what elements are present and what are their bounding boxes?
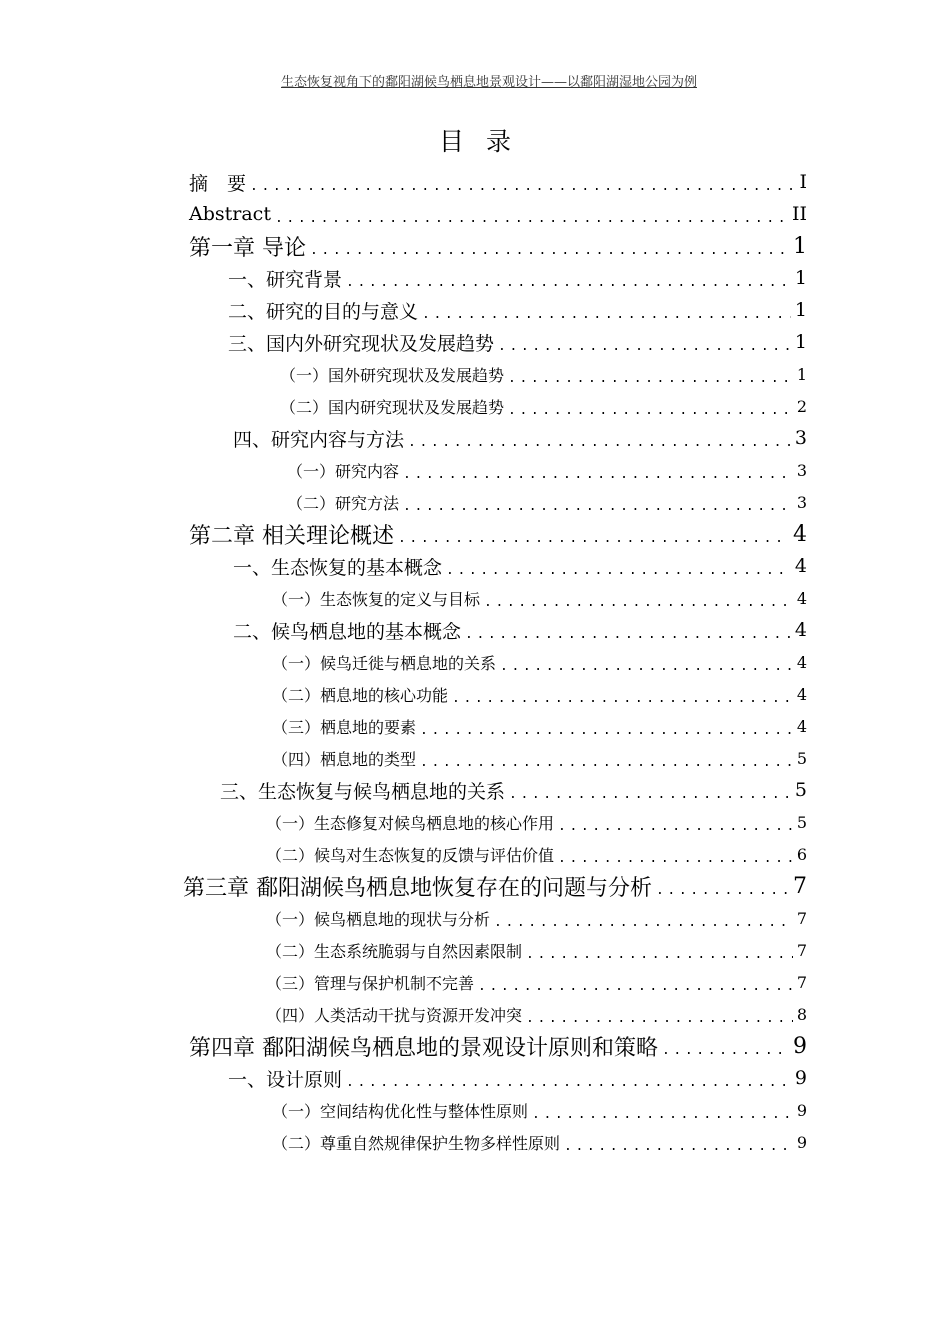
toc-entry[interactable] [0, 262, 807, 294]
toc-entry[interactable] [0, 678, 807, 710]
toc-entry[interactable] [0, 774, 807, 806]
dot-leader [532, 1099, 793, 1122]
dot-leader [398, 523, 789, 546]
toc-entry-label: （二）栖息地的核心功能 [272, 685, 449, 705]
dot-leader [500, 651, 793, 674]
running-header-text: 生态恢复视角下的鄱阳湖候鸟栖息地景观设计——以鄱阳湖湿地公园为例 [280, 75, 697, 90]
dot-leader [564, 1131, 793, 1154]
toc-entry-label: 一、设计原则 [228, 1068, 343, 1091]
toc-entry-page: 4 [796, 652, 807, 672]
dot-leader [408, 427, 791, 450]
toc-entry[interactable] [0, 582, 807, 614]
dot-leader [403, 491, 793, 514]
dot-leader [508, 395, 793, 418]
toc-entry-page: 3 [794, 427, 807, 449]
toc-entry[interactable] [0, 550, 807, 582]
toc-entry[interactable] [0, 934, 807, 966]
dot-leader [452, 683, 793, 706]
dot-leader [662, 1035, 789, 1058]
dot-leader [509, 779, 791, 802]
dot-leader [310, 235, 789, 258]
toc-entry-page: 9 [796, 1132, 807, 1152]
toc-entry-page: 4 [794, 555, 807, 577]
toc-entry-page: 7 [793, 873, 807, 899]
toc-entry-label: （一）研究内容 [287, 461, 400, 481]
page-title: 目录 [438, 127, 533, 156]
toc-entry-page: 5 [796, 812, 807, 832]
toc-entry-label: （一）生态恢复的定义与目标 [272, 589, 481, 609]
toc-entry-page: 9 [796, 1100, 807, 1120]
toc-entry-label: 三、国内外研究现状及发展趋势 [228, 332, 495, 355]
toc-entry-label: 第一章 导论 [189, 235, 306, 261]
toc-entry-page: 9 [794, 1067, 807, 1089]
toc-entry-page: 3 [796, 460, 807, 480]
toc-entry-page: 4 [796, 716, 807, 736]
toc-entry-label: （四）栖息地的类型 [272, 749, 417, 769]
toc-entry[interactable] [0, 198, 807, 230]
toc-entry-label: （二）生态系统脆弱与自然因素限制 [266, 941, 523, 961]
toc-entry-page: 1 [793, 233, 807, 259]
toc-entry-label: 四、研究内容与方法 [233, 428, 405, 451]
table-of-contents [0, 166, 950, 1158]
toc-entry-page: 2 [796, 396, 807, 416]
toc-entry-page: 9 [793, 1033, 807, 1059]
dot-leader [494, 907, 793, 930]
toc-entry-page: 4 [793, 521, 807, 547]
toc-entry[interactable] [0, 614, 807, 646]
toc-entry[interactable] [0, 1030, 807, 1062]
dot-leader [250, 171, 795, 194]
toc-entry-label: （一）候鸟迁徙与栖息地的关系 [272, 653, 497, 673]
dot-leader [420, 715, 793, 738]
toc-entry-page: 5 [796, 748, 807, 768]
toc-entry-page: 8 [796, 1004, 807, 1024]
dot-leader [346, 267, 791, 290]
toc-entry-label: 第三章 鄱阳湖候鸟栖息地恢复存在的问题与分析 [183, 875, 652, 901]
dot-leader [446, 555, 791, 578]
toc-entry[interactable] [0, 742, 807, 774]
toc-entry-page: 1 [796, 364, 807, 384]
dot-leader [420, 747, 793, 770]
toc-entry-label: 第四章 鄱阳湖候鸟栖息地的景观设计原则和策略 [189, 1035, 658, 1061]
toc-entry-label: （一）生态修复对候鸟栖息地的核心作用 [266, 813, 555, 833]
dot-leader [656, 875, 789, 898]
toc-entry-label: 三、生态恢复与候鸟栖息地的关系 [220, 780, 506, 803]
toc-entry-label: （一）候鸟栖息地的现状与分析 [266, 909, 491, 929]
toc-entry[interactable] [0, 1126, 807, 1158]
toc-entry[interactable] [0, 838, 807, 870]
dot-leader [346, 1067, 791, 1090]
toc-entry-label: 一、生态恢复的基本概念 [233, 556, 443, 579]
toc-entry-page: 4 [796, 588, 807, 608]
toc-entry-page: II [791, 203, 807, 225]
dot-leader [403, 459, 793, 482]
toc-entry-page: 7 [796, 940, 807, 960]
dot-leader [498, 331, 791, 354]
toc-entry[interactable] [0, 518, 807, 550]
toc-entry-label: （四）人类活动干扰与资源开发冲突 [266, 1005, 523, 1025]
toc-entry[interactable] [0, 326, 807, 358]
dot-leader [526, 1003, 793, 1026]
toc-entry-label: （二）研究方法 [287, 493, 400, 513]
toc-entry-page: 1 [794, 267, 807, 289]
toc-entry[interactable] [0, 454, 807, 486]
toc-entry[interactable] [0, 486, 807, 518]
dot-leader [484, 587, 793, 610]
toc-entry[interactable] [0, 1062, 807, 1094]
toc-entry-label: 二、研究的目的与意义 [228, 300, 419, 323]
toc-entry[interactable] [0, 166, 807, 198]
toc-entry[interactable] [0, 358, 807, 390]
toc-entry[interactable] [0, 806, 807, 838]
toc-entry-label: 摘 要 [189, 172, 247, 195]
toc-entry-label: （三）管理与保护机制不完善 [266, 973, 475, 993]
dot-leader [465, 619, 791, 642]
running-header [0, 71, 950, 90]
toc-entry-page: 4 [794, 619, 807, 641]
toc-entry-page: 5 [794, 779, 807, 801]
toc-entry-label: 第二章 相关理论概述 [189, 523, 394, 549]
toc-entry-label: （二）尊重自然规律保护生物多样性原则 [272, 1133, 561, 1153]
toc-entry[interactable] [0, 902, 807, 934]
toc-entry-page: 7 [796, 972, 807, 992]
toc-entry[interactable] [0, 998, 807, 1030]
toc-entry[interactable] [0, 390, 807, 422]
toc-entry-page: 1 [794, 299, 807, 321]
toc-entry-label: （一）空间结构优化性与整体性原则 [272, 1101, 529, 1121]
toc-entry[interactable] [0, 230, 807, 262]
toc-entry-label: （二）候鸟对生态恢复的反馈与评估价值 [266, 845, 555, 865]
dot-leader [508, 363, 793, 386]
toc-entry-page: 6 [796, 844, 807, 864]
toc-entry[interactable] [0, 422, 807, 454]
toc-entry[interactable] [0, 646, 807, 678]
toc-entry-label: Abstract [189, 203, 271, 225]
dot-leader [478, 971, 793, 994]
toc-entry[interactable] [0, 710, 807, 742]
toc-entry-page: I [799, 171, 807, 193]
dot-leader [558, 811, 793, 834]
toc-entry-label: （二）国内研究现状及发展趋势 [280, 397, 505, 417]
toc-entry[interactable] [0, 294, 807, 326]
toc-entry-label: 一、研究背景 [228, 268, 343, 291]
toc-entry-page: 4 [796, 684, 807, 704]
toc-entry-page: 7 [796, 908, 807, 928]
toc-entry[interactable] [0, 870, 807, 902]
toc-entry[interactable] [0, 966, 807, 998]
toc-entry-label: （一）国外研究现状及发展趋势 [280, 365, 505, 385]
dot-leader [558, 843, 793, 866]
dot-leader [275, 203, 788, 226]
toc-entry-page: 1 [794, 331, 807, 353]
toc-entry-page: 3 [796, 492, 807, 512]
dot-leader [526, 939, 793, 962]
dot-leader [422, 299, 791, 322]
toc-entry-label: （三）栖息地的要素 [272, 717, 417, 737]
toc-entry-label: 二、候鸟栖息地的基本概念 [233, 620, 462, 643]
toc-entry[interactable] [0, 1094, 807, 1126]
